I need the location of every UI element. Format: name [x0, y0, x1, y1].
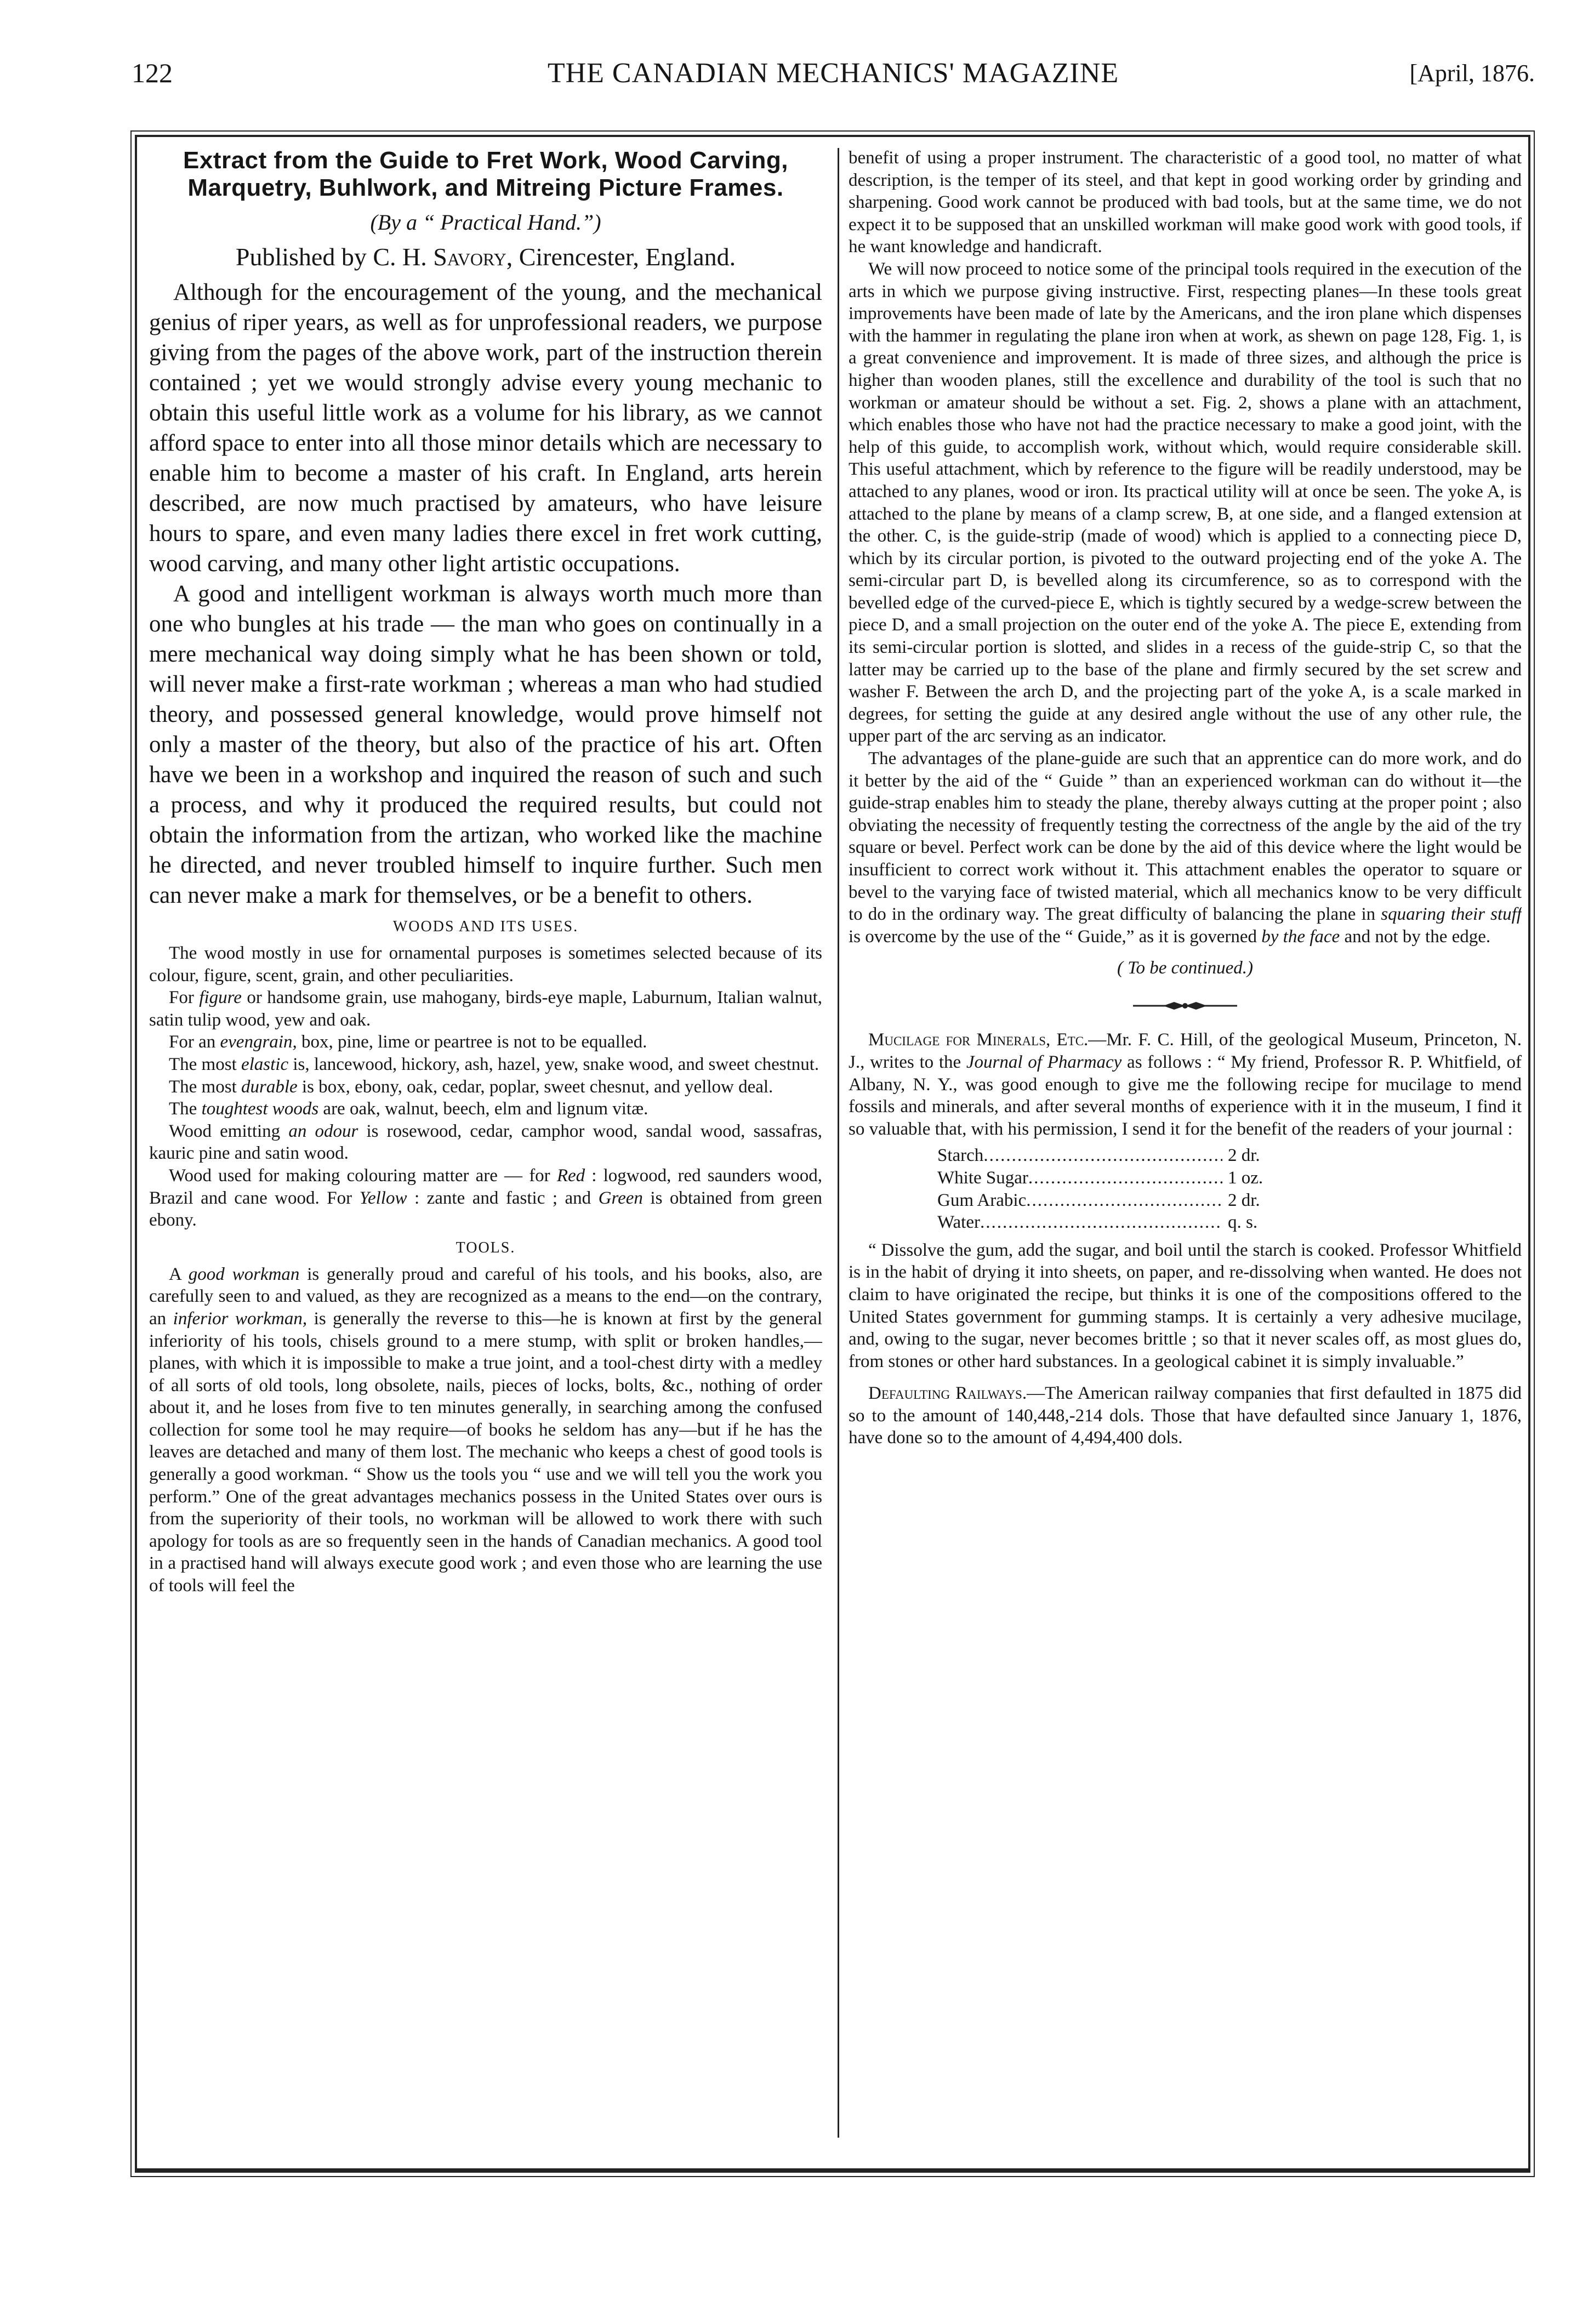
intro-paragraph-1: Although for the encouragement of the young, and the mechanical genius of riper years, as well as for unprofessional readers, we purpose giving from the pages of the above work, part of the instruction therein contained ; yet we would strongly advise every young mechanic to obtain this useful little work as a volume for his library, as we cannot afford space to enter into all those minor details which are necessary to enable him to become a master of his craft. In England, arts herein described, are now much practised by amateurs, who have leisure hours to spare, and even many ladies there excel in fret work cutting, wood carving, and many other light artistic occupations.: [149, 280, 822, 577]
leader-dots: [983, 1144, 1222, 1167]
intro-text: [149, 277, 822, 910]
tools-heading: TOOLS.: [456, 1239, 516, 1256]
italic-run: Journal of Pharmacy: [966, 1052, 1122, 1072]
italic-run: Green: [598, 1188, 643, 1208]
leader-dots: [980, 1211, 1222, 1234]
text-run: is overcome by the use of the “ Guide,” as it is governed: [849, 926, 1262, 947]
text-run: is rosewood, cedar, camphor wood, sandal wood, sassafras, kauric pine and satin wood.: [149, 1121, 822, 1164]
right-paragraph-3: [849, 748, 1522, 948]
text-run: is obtained from green ebony.: [149, 1188, 822, 1231]
ornament-divider-icon: [1133, 1000, 1237, 1011]
italic-run: squaring their stuff: [1381, 904, 1522, 925]
text-run: For: [169, 988, 200, 1008]
woods-paragraph-4: [149, 1053, 822, 1076]
leader-dots: [1028, 1167, 1222, 1189]
recipe-amount: 1 oz.: [1228, 1167, 1263, 1188]
woods-paragraph-5: [149, 1076, 822, 1098]
recipe-item: White Sugar: [937, 1167, 1028, 1188]
recipe-amount: q. s.: [1228, 1212, 1258, 1233]
continued-note: ( To be continued.): [1117, 958, 1254, 978]
italic-run: Red: [556, 1165, 585, 1186]
text-run: is, lancewood, hickory, ash, hazel, yew, snake wood, and sweet chestnut.: [288, 1054, 819, 1074]
recipe-item: Water: [937, 1212, 980, 1233]
text-run: and not by the edge.: [1340, 926, 1491, 947]
mucilage-section: [849, 1029, 1522, 1140]
text-run: For an: [169, 1032, 220, 1052]
right-paragraph-1: benefit of using a proper instrument. The characteristic of a good tool, no matter of what description, is the temper of its steel, and that kept in good working order by grinding and sharpening. Good work cannot be produced with bad tools, but at the same time, we do not expect it to be supposed that an unskilled workman will make good work with good tools, if he want knowledge and handicraft.: [849, 148, 1522, 257]
woods-paragraph-1: The wood mostly in use for ornamental purposes is sometimes selected because of its colour, figure, scent, grain, and other peculiarities.: [149, 943, 822, 986]
italic-run: figure: [199, 988, 242, 1008]
page-number: 122: [132, 58, 173, 88]
woods-paragraph-8: [149, 1165, 822, 1232]
text-run: : zante and fastic ; and: [407, 1188, 599, 1208]
text-run: The most: [169, 1076, 241, 1097]
article-continuation: [849, 147, 1522, 948]
text-run: Wood emitting: [169, 1121, 289, 1141]
italic-run: Yellow: [359, 1188, 407, 1208]
page-header: [132, 55, 1535, 93]
tools-paragraph-1: [149, 1263, 822, 1597]
recipe-row: [937, 1211, 1272, 1234]
issue-date: [April, 1876.: [1409, 60, 1535, 87]
leader-dots: [1026, 1189, 1222, 1212]
mucilage-paragraph-2: “ Dissolve the gum, add the sugar, and boil until the starch is cooked. Professor Whitfield is in the habit of drying it into sheets, on paper, and re-dissolving when wanted. He does not claim to have originated the recipe, but thinks it is one of the compositions offered to the United States government for gumming stamps. It is certainly a very adhesive mucilage, and, owing to the sugar, never becomes brittle ; so that it never scales off, as most glues do, from stones or other hard substances. In a geological cabinet it is simply invaluable.”: [849, 1240, 1522, 1371]
publisher-line: [149, 240, 822, 274]
left-column: [149, 147, 822, 1597]
text-run: is generally proud and careful of his tools, and his books, also, are carefully seen to and valued, as they are recognized as a means to the end—on the contrary, an: [149, 1264, 822, 1329]
italic-run: elastic: [241, 1054, 289, 1074]
italic-run: good workman: [188, 1264, 300, 1284]
mucilage-paragraph-1: [849, 1029, 1522, 1140]
recipe-item: Gum Arabic: [937, 1190, 1027, 1210]
publisher-name: Savory: [433, 243, 506, 271]
article-byline: (By a “ Practical Hand.”): [370, 210, 601, 235]
recipe-table: [937, 1144, 1272, 1233]
text-run: is generally the reverse to this—he is known at first by the general inferiority of his tools, chisels ground to a mere stump, with split or broken handles,—planes, with which it is impossible to make a true joint, and a tool-chest dirty with a medley of all sorts of old tools, long obsolete, nails, pieces of locks, bolts, &c., nothing of order about it, and he loses from five to ten minutes generally, in searching among the confused collection for some tool he may require—of books he seldom has any—but if he has the leaves are detached and many of them lost. The mechanic who keeps a chest of good tools is generally a good workman. “ Show us the tools you “ use and we will tell you the work you perform.” One of the great advantages mechanics possess in the United States over ours is from the superiority of their tools, no workman will be allowed to work there with such apology for tools as are so frequently seen in the hands of Canadian mechanics. A good tool in a practised hand will always execute good work ; and even those who are learning the use of tools will feel the: [149, 1308, 822, 1596]
text-run: as follows : “ My friend, Professor R. P. Whitfield, of Albany, N. Y., was good enough to give me the following recipe for mucilage to mend fossils and minerals, and after several months of experience with it in the museum, I find it so valuable that, with his permission, I send it for the benefit of the readers of your journal :: [849, 1052, 1522, 1139]
italic-run: an odour: [288, 1121, 358, 1141]
column-divider: [838, 148, 839, 2138]
italic-run: toughtest woods: [201, 1099, 319, 1119]
right-paragraph-2: We will now proceed to notice some of the principal tools required in the execution of the arts in which we purpose giving instructive. First, respecting planes—In these tools great improvements have been made of late by the Americans, and the iron plane which dispenses with the hammer in regulating the plane iron when at work, as shewn on page 128, Fig. 1, is a great convenience and improvement. It is made of three sizes, and although the price is higher than wooden planes, still the excellence and durability of the tool is such that no workman or amateur should be without a set. Fig. 2, shows a plane with an attachment, which enables those who have not had the practice necessary to make a good joint, with the help of this guide, to accomplish work, without which, would require considerable skill. This useful attachment, which by reference to the figure will be readily understood, may be attached to any planes, wood or iron. Its practical utility will at once be seen. The yoke A, is attached to the plane by means of a clamp screw, B, at one side, and a flanged extension at the other. C, is the guide-strip (made of wood) which is applied to a connecting piece D, which by its circular portion, is pivoted to the outward projecting end of the yoke A. The semi-circular part D, is bevelled along its circumference, so as to correspond with the bevelled edge of the curved-piece E, which is tightly secured by a wedge-screw between the piece D, and a small projection on the outer end of the yoke A. The piece E, extending from its semi-circular portion is slotted, and slides in a recess of the guide-strip C, so that the latter may be carried up to the base of the plane and firmly secured by the set screw and washer F. Between the arch D, and the projecting part of the yoke A, is a scale marked in degrees, for setting the guide at any desired angle without the use of any other rule, the upper part of the arc serving as an indicator.: [849, 259, 1522, 747]
italic-run: durable: [241, 1076, 298, 1097]
mucilage-section-2: [849, 1239, 1522, 1373]
italic-run: by the face: [1261, 926, 1340, 947]
magazine-title: THE CANADIAN MECHANICS' MAGAZINE: [547, 58, 1119, 89]
publisher-prefix: Published by C. H.: [235, 243, 434, 271]
text-run: : logwood, red saunders wood, Brazil and cane wood. For: [149, 1165, 822, 1208]
tools-section: [149, 1263, 822, 1597]
railways-section: [849, 1382, 1522, 1449]
recipe-amount: 2 dr.: [1228, 1146, 1260, 1166]
text-run: are oak, walnut, beech, elm and lignum vitæ.: [318, 1099, 648, 1119]
woods-heading: WOODS AND ITS USES.: [392, 918, 579, 935]
text-run: The: [169, 1099, 202, 1119]
mucilage-lead: Mucilage for Minerals, Etc.: [868, 1030, 1089, 1050]
railways-paragraph: [849, 1382, 1522, 1449]
woods-paragraph-3: [149, 1031, 822, 1053]
text-run: is box, ebony, oak, cedar, poplar, sweet chesnut, and yellow deal.: [297, 1076, 773, 1097]
spacer: [849, 1372, 1522, 1382]
text-run: The most: [169, 1054, 241, 1074]
woods-section: [149, 942, 822, 1232]
recipe-amount: 2 dr.: [1228, 1190, 1260, 1210]
text-run: The advantages of the plane-guide are such that an apprentice can do more work, and do it better by the aid of the “ Guide ” than an experienced workman can do without it—the guide-strap enables him to steady the plane, thereby always cutting at the proper point ; also obviating the necessity of frequently testing the correctness of the angle by the aid of the try square or bevel. Perfect work can be done by the aid of this device where the light would be insufficient to correct work without it. This attachment enables the operator to square or bevel to the varying face of twisted material, which all mechanics know to be very difficult to do in the ordinary way. The great difficulty of balancing the plane in: [849, 749, 1522, 925]
article-title: Extract from the Guide to Fret Work, Wood Carving, Marquetry, Buhlwork, and Mitreing Picture Frames.: [183, 147, 788, 201]
recipe-item: Starch: [937, 1146, 984, 1166]
intro-paragraph-2: A good and intelligent workman is always worth much more than one who bungles at his trade — the man who goes on continually in a mere mechanical way doing simply what he has been shown or told, will never make a first-rate workman ; whereas a man who had studied theory, and possessed general knowledge, would prove himself not only a master of the theory, but also of the practice of his art. Often have we been in a workshop and inquired the reason of such and such a process, and why it produced the required results, but could not obtain the information from the artizan, who worked like the machine he directed, and never troubled himself to inquire further. Such men can never make a mark for themselves, or be a benefit to others.: [149, 581, 822, 908]
recipe-row: [937, 1189, 1272, 1212]
woods-paragraph-7: [149, 1120, 822, 1165]
woods-paragraph-2: [149, 987, 822, 1031]
text-run: A: [169, 1264, 189, 1284]
woods-paragraph-6: [149, 1098, 822, 1120]
text-run: or handsome grain, use mahogany, birds-eye maple, Laburnum, Italian walnut, satin tulip wood, yew and oak.: [149, 988, 822, 1030]
recipe-row: [937, 1167, 1272, 1189]
text-run: box, pine, lime or peartree is not to be equalled.: [297, 1032, 647, 1052]
text-run: —Mr. F. C. Hill, of the geological Museum, Princeton, N. J., writes to the: [849, 1030, 1522, 1072]
right-column: [849, 147, 1522, 1449]
railways-lead: Defaulting Railways.: [868, 1383, 1027, 1404]
text-run: —The American railway companies that first defaulted in 1875 did so to the amount of 140,448,-214 dols. Those that have defaulted since January 1, 1876, have done so to the amount of 4,494,400 dols.: [849, 1383, 1522, 1448]
text-run: Wood used for making colouring matter are — for: [169, 1165, 557, 1186]
publisher-suffix: , Cirencester, England.: [506, 243, 736, 271]
recipe-row: [937, 1144, 1272, 1167]
italic-run: inferior workman,: [173, 1308, 308, 1329]
italic-run: evengrain,: [220, 1032, 297, 1052]
